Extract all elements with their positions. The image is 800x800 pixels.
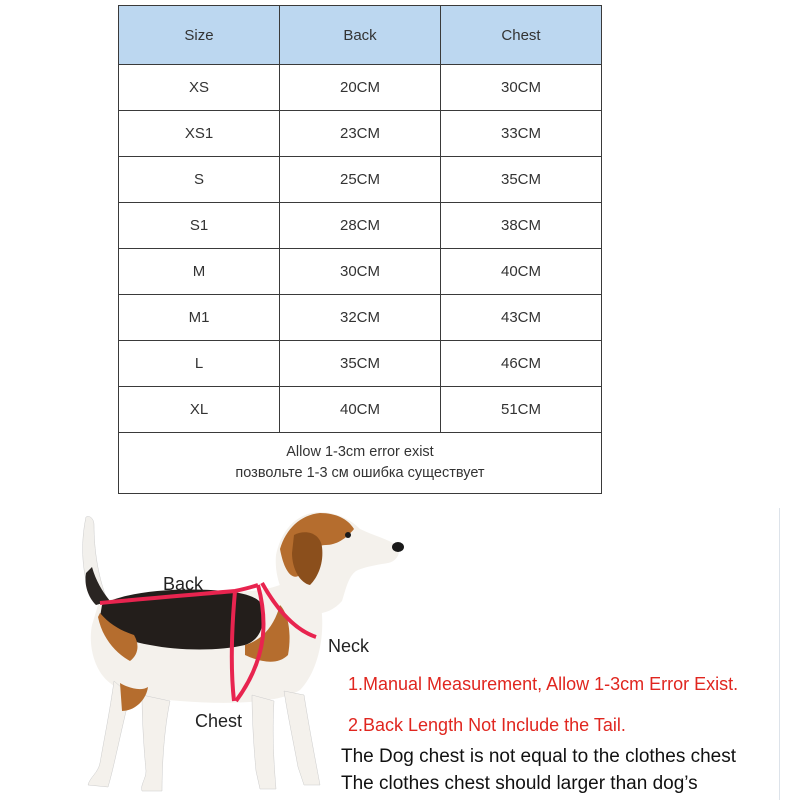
cell-size: M [119, 249, 280, 295]
cell-chest: 35CM [441, 157, 602, 203]
cell-size: M1 [119, 295, 280, 341]
cell-back: 23CM [280, 111, 441, 157]
table-header-row [119, 6, 602, 65]
table-row [119, 203, 602, 249]
cell-back: 30CM [280, 249, 441, 295]
back-label: Back [163, 574, 204, 594]
header-chest: Chest [441, 6, 602, 65]
cell-chest: 38CM [441, 203, 602, 249]
cell-chest: 33CM [441, 111, 602, 157]
cell-back: 40CM [280, 387, 441, 433]
size-chart-table [118, 5, 602, 494]
chest-label: Chest [195, 711, 243, 731]
header-size: Size [119, 6, 280, 65]
cell-back: 20CM [280, 65, 441, 111]
cell-back: 28CM [280, 203, 441, 249]
table-row [119, 249, 602, 295]
cell-chest: 40CM [441, 249, 602, 295]
neck-label: Neck [328, 636, 370, 656]
cell-size: XL [119, 387, 280, 433]
chest-note-1: The Dog chest is not equal to the clothes chest [341, 746, 737, 767]
cell-size: XS [119, 65, 280, 111]
error-note [119, 433, 602, 494]
table-row [119, 341, 602, 387]
cell-size: S1 [119, 203, 280, 249]
chest-note-2: The clothes chest should larger than dog’s [341, 773, 698, 794]
table-row [119, 111, 602, 157]
cell-chest: 43CM [441, 295, 602, 341]
cell-size: L [119, 341, 280, 387]
measurement-note-1: 1.Manual Measurement, Allow 1-3cm Error Exist. [348, 674, 739, 694]
cell-back: 32CM [280, 295, 441, 341]
header-back: Back [280, 6, 441, 65]
cell-back: 35CM [280, 341, 441, 387]
cell-back: 25CM [280, 157, 441, 203]
table-row [119, 157, 602, 203]
cell-size: S [119, 157, 280, 203]
error-note-russian: позвольте 1-3 см ошибка существует [235, 465, 485, 481]
cell-chest: 46CM [441, 341, 602, 387]
table-note-row [119, 433, 602, 494]
table-row [119, 387, 602, 433]
measurement-note-2: 2.Back Length Not Include the Tail. [348, 715, 626, 735]
cell-chest: 30CM [441, 65, 602, 111]
table-row [119, 65, 602, 111]
cell-size: XS1 [119, 111, 280, 157]
divider [779, 508, 780, 800]
cell-chest: 51CM [441, 387, 602, 433]
error-note-english: Allow 1-3cm error exist [286, 444, 434, 460]
table-row [119, 295, 602, 341]
